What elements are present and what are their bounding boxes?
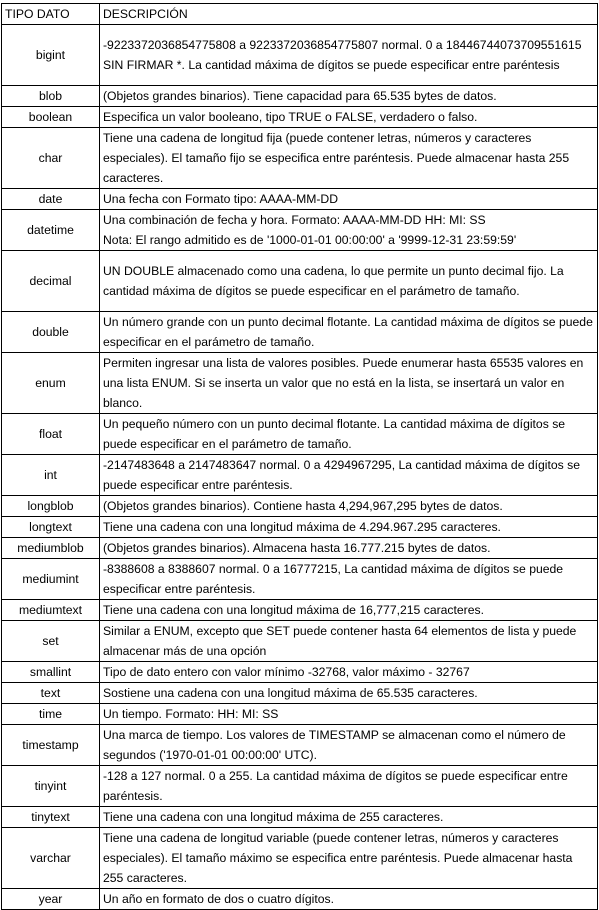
description-cell: (Objetos grandes binarios). Tiene capacidad para 65.535 bytes de datos. [100, 86, 598, 107]
header-row [2, 4, 598, 25]
table-row [2, 538, 598, 559]
type-cell: tinyint [2, 766, 100, 807]
description-cell: (Objetos grandes binarios). Almacena hasta 16.777.215 bytes de datos. [100, 538, 598, 559]
type-cell: decimal [2, 251, 100, 312]
table-row [2, 496, 598, 517]
description-cell: -128 a 127 normal. 0 a 255. La cantidad máxima de dígitos se puede especificar entre paréntesis. [100, 766, 598, 807]
table-row [2, 704, 598, 725]
type-cell: char [2, 128, 100, 189]
table-row [2, 25, 598, 86]
table-row [2, 766, 598, 807]
description-cell: Sostiene una cadena con una longitud máxima de 65.535 caracteres. [100, 683, 598, 704]
table-row [2, 683, 598, 704]
table-row [2, 312, 598, 353]
table-row [2, 828, 598, 889]
description-cell: Tiene una cadena con una longitud máxima de 16,777,215 caracteres. [100, 600, 598, 621]
type-cell: smallint [2, 662, 100, 683]
description-cell: Un número grande con un punto decimal flotante. La cantidad máxima de dígitos se puede especificar en el parámetro de tamaño. [100, 312, 598, 353]
type-cell: float [2, 414, 100, 455]
type-cell: time [2, 704, 100, 725]
type-cell: set [2, 621, 100, 662]
table-row [2, 517, 598, 538]
table-row [2, 86, 598, 107]
description-cell: Una marca de tiempo. Los valores de TIMESTAMP se almacenan como el número de segundos ('1970-01-01 00:00:00' UTC). [100, 725, 598, 766]
type-cell: mediumint [2, 559, 100, 600]
type-cell: longblob [2, 496, 100, 517]
description-cell: Una combinación de fecha y hora. Formato: AAAA-MM-DD HH: MI: SS Nota: El rango admitido es de '1000-01-01 00:00:00' a '9999-12-31 23:59:59' [100, 210, 598, 251]
description-cell: UN DOUBLE almacenado como una cadena, lo que permite un punto decimal fijo. La cantidad máxima de dígitos se puede especificar en el parámetro de tamaño. [100, 251, 598, 312]
table-row [2, 807, 598, 828]
description-cell: Un pequeño número con un punto decimal flotante. La cantidad máxima de dígitos se puede especificar en el parámetro de tamaño. [100, 414, 598, 455]
table-row [2, 889, 598, 910]
table-row [2, 725, 598, 766]
type-cell: year [2, 889, 100, 910]
table-body [2, 25, 598, 910]
description-cell: (Objetos grandes binarios). Contiene hasta 4,294,967,295 bytes de datos. [100, 496, 598, 517]
description-cell: Tipo de dato entero con valor mínimo -32768, valor máximo - 32767 [100, 662, 598, 683]
description-cell: -2147483648 a 2147483647 normal. 0 a 4294967295, La cantidad máxima de dígitos se puede especificar entre paréntesis. [100, 455, 598, 496]
type-cell: bigint [2, 25, 100, 86]
type-cell: longtext [2, 517, 100, 538]
description-cell: -8388608 a 8388607 normal. 0 a 16777215, La cantidad máxima de dígitos se puede especificar entre paréntesis. [100, 559, 598, 600]
description-cell: -9223372036854775808 a 9223372036854775807 normal. 0 a 18446744073709551615 SIN FIRMAR *. La cantidad máxima de dígitos se puede especificar entre paréntesis [100, 25, 598, 86]
type-cell: datetime [2, 210, 100, 251]
type-cell: double [2, 312, 100, 353]
type-cell: varchar [2, 828, 100, 889]
description-cell: Un tiempo. Formato: HH: MI: SS [100, 704, 598, 725]
type-cell: boolean [2, 107, 100, 128]
type-cell: mediumtext [2, 600, 100, 621]
type-cell: mediumblob [2, 538, 100, 559]
table-row [2, 353, 598, 414]
table-row [2, 128, 598, 189]
table-row [2, 455, 598, 496]
type-cell: enum [2, 353, 100, 414]
description-cell: Tiene una cadena de longitud variable (puede contener letras, números y caracteres especiales). El tamaño máximo se especifica entre paréntesis. Puede almacenar hasta 255 caracteres. [100, 828, 598, 889]
table-row [2, 559, 598, 600]
type-cell: text [2, 683, 100, 704]
type-cell: tinytext [2, 807, 100, 828]
type-cell: int [2, 455, 100, 496]
header-description: DESCRIPCIÓN [100, 4, 598, 25]
data-types-table [1, 3, 598, 910]
description-cell: Especifica un valor booleano, tipo TRUE o FALSE, verdadero o falso. [100, 107, 598, 128]
description-cell: Similar a ENUM, excepto que SET puede contener hasta 64 elementos de lista y puede almacenar más de una opción [100, 621, 598, 662]
table-row [2, 107, 598, 128]
description-cell: Tiene una cadena con una longitud máxima de 4.294.967.295 caracteres. [100, 517, 598, 538]
type-cell: blob [2, 86, 100, 107]
table-row [2, 189, 598, 210]
description-cell: Una fecha con Formato tipo: AAAA-MM-DD [100, 189, 598, 210]
header-type: TIPO DATO [2, 4, 100, 25]
table-row [2, 662, 598, 683]
description-cell: Tiene una cadena con una longitud máxima de 255 caracteres. [100, 807, 598, 828]
type-cell: timestamp [2, 725, 100, 766]
description-cell: Tiene una cadena de longitud fija (puede contener letras, números y caracteres especiales). El tamaño fijo se especifica entre paréntesis. Puede almacenar hasta 255 caracteres. [100, 128, 598, 189]
description-cell: Un año en formato de dos o cuatro dígitos. [100, 889, 598, 910]
table-row [2, 600, 598, 621]
table-row [2, 251, 598, 312]
table-row [2, 210, 598, 251]
table-row [2, 414, 598, 455]
type-cell: date [2, 189, 100, 210]
table-row [2, 621, 598, 662]
description-cell: Permiten ingresar una lista de valores posibles. Puede enumerar hasta 65535 valores en una lista ENUM. Si se inserta un valor que no está en la lista, se insertará un valor en blanco. [100, 353, 598, 414]
